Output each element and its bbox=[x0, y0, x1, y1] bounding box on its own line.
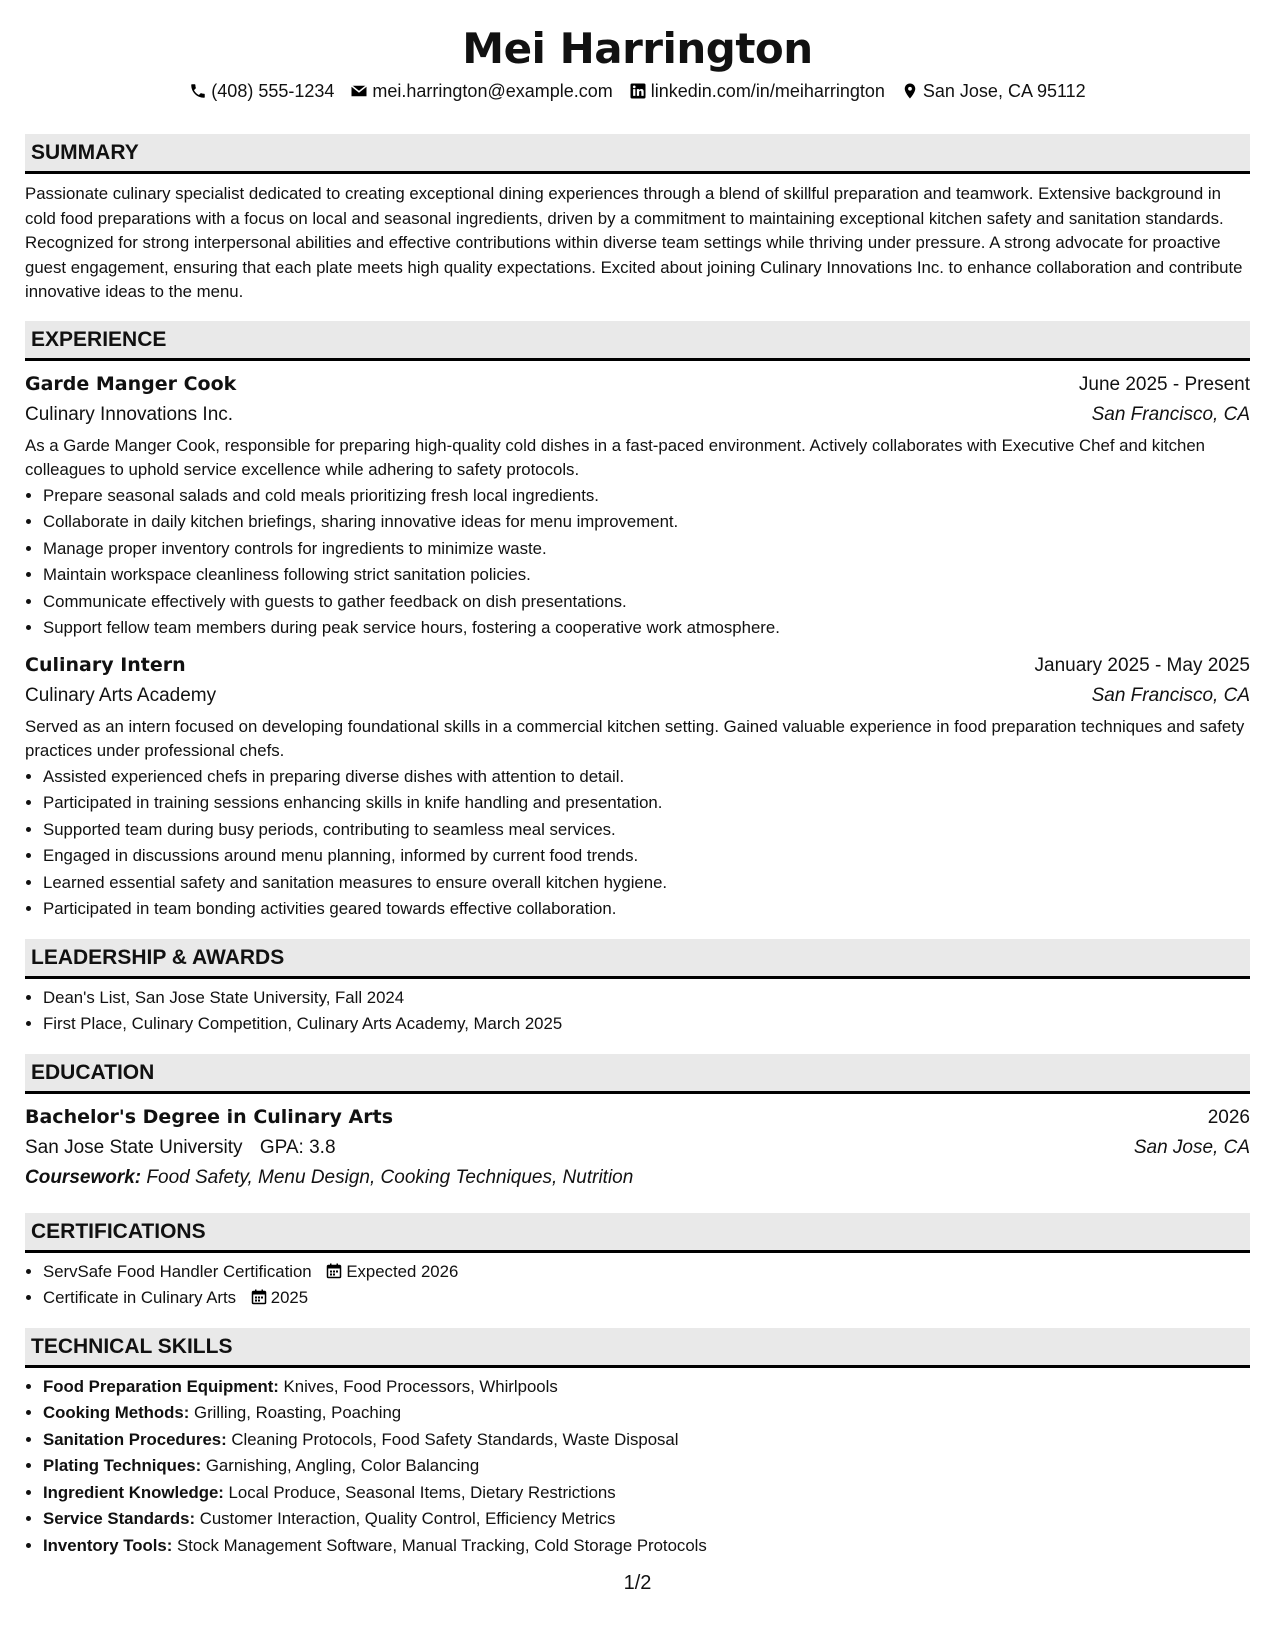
section-header-skills: TECHNICAL SKILLS bbox=[25, 1328, 1250, 1368]
contact-location bbox=[901, 81, 1086, 102]
list-item bbox=[43, 1506, 1250, 1533]
skill-label: Plating Techniques: bbox=[43, 1456, 202, 1475]
school-location: San Jose, CA bbox=[1133, 1136, 1250, 1158]
envelope-icon bbox=[350, 82, 368, 100]
page-number: 1/2 bbox=[623, 1572, 652, 1594]
list-item: • Prepare seasonal salads and cold meals prioritizing fresh local ingredients. bbox=[43, 483, 1250, 510]
list-item bbox=[43, 1374, 1250, 1401]
gpa: GPA: 3.8 bbox=[259, 1136, 336, 1158]
certifications-list bbox=[25, 1259, 1250, 1312]
job-dates: June 2025 - Present bbox=[1078, 373, 1250, 395]
job-dates: January 2025 - May 2025 bbox=[1034, 654, 1250, 676]
map-pin-icon bbox=[901, 82, 919, 100]
section-header-education: EDUCATION bbox=[25, 1054, 1250, 1094]
calendar-icon bbox=[326, 1263, 342, 1279]
job-bullets bbox=[25, 483, 1250, 642]
job-organization: Culinary Innovations Inc. bbox=[25, 403, 234, 425]
section-header-summary: SUMMARY bbox=[25, 134, 1250, 174]
list-item: • Dean's List, San Jose State University, Fall 2024 bbox=[43, 985, 1250, 1012]
list-item: • Assisted experienced chefs in preparing diverse dishes with attention to detail. bbox=[43, 764, 1250, 791]
section-header-certifications: CERTIFICATIONS bbox=[25, 1213, 1250, 1253]
list-item: • Support fellow team members during peak service hours, fostering a cooperative work atmosphere. bbox=[43, 615, 1250, 642]
location-text: San Jose, CA 95112 bbox=[922, 80, 1086, 101]
job-description: Served as an intern focused on developing foundational skills in a commercial kitchen setting. Gained valuable experience in food preparation techniques and safety practices under professional chefs. bbox=[25, 716, 1245, 760]
certification-date: 2025 bbox=[270, 1288, 309, 1307]
certification-name: ServSafe Food Handler Certification bbox=[43, 1261, 312, 1281]
skill-label: Cooking Methods: bbox=[43, 1403, 190, 1422]
list-item: • Manage proper inventory controls for ingredients to minimize waste. bbox=[43, 536, 1250, 563]
list-item: • Participated in training sessions enhancing skills in knife handling and presentation. bbox=[43, 790, 1250, 817]
list-item bbox=[43, 1533, 1250, 1560]
degree-title: Bachelor's Degree in Culinary Arts bbox=[25, 1105, 394, 1128]
job-description: As a Garde Manger Cook, responsible for preparing high-quality cold dishes in a fast-paced environment. Actively collaborates with Executive Chef and kitchen colleagues to uphold service excellence while adhering to safety protocols. bbox=[25, 435, 1205, 479]
linkedin-icon bbox=[629, 82, 647, 100]
job-entry bbox=[25, 650, 1250, 923]
school-line bbox=[25, 1133, 336, 1163]
section-header-awards: LEADERSHIP & AWARDS bbox=[25, 939, 1250, 979]
job-title: Garde Manger Cook bbox=[25, 372, 237, 395]
list-item bbox=[43, 1285, 1250, 1312]
contact-email[interactable] bbox=[350, 81, 612, 102]
skill-value: Cleaning Protocols, Food Safety Standards, Waste Disposal bbox=[231, 1429, 679, 1449]
skill-label: Inventory Tools: bbox=[43, 1535, 173, 1555]
email-link[interactable]: mei.harrington@example.com bbox=[372, 80, 613, 101]
candidate-name: Mei Harrington bbox=[462, 24, 813, 73]
list-item: • Supported team during busy periods, contributing to seamless meal services. bbox=[43, 817, 1250, 844]
list-item: • Participated in team bonding activities geared towards effective collaboration. bbox=[43, 896, 1250, 923]
contact-bar bbox=[25, 78, 1250, 104]
list-item bbox=[43, 1427, 1250, 1454]
phone-text: (408) 555-1234 bbox=[211, 80, 335, 101]
section-header-experience: EXPERIENCE bbox=[25, 321, 1250, 361]
skill-label: Ingredient Knowledge: bbox=[43, 1482, 224, 1502]
job-organization: Culinary Arts Academy bbox=[25, 684, 217, 706]
coursework-line bbox=[25, 1163, 1250, 1193]
certification-date: Expected 2026 bbox=[346, 1261, 459, 1281]
list-item: • Communicate effectively with guests to gather feedback on dish presentations. bbox=[43, 589, 1250, 616]
list-item: • Learned essential safety and sanitation measures to ensure overall kitchen hygiene. bbox=[43, 870, 1250, 897]
list-item: • First Place, Culinary Competition, Culinary Arts Academy, March 2025 bbox=[43, 1011, 1250, 1038]
list-item bbox=[43, 1400, 1250, 1427]
skill-label: Sanitation Procedures: bbox=[43, 1429, 227, 1449]
skill-value: Knives, Food Processors, Whirlpools bbox=[283, 1376, 558, 1396]
skill-label: Service Standards: bbox=[43, 1509, 196, 1528]
resume-page bbox=[25, 0, 1250, 1559]
list-item: • Collaborate in daily kitchen briefings, sharing innovative ideas for menu improvement. bbox=[43, 509, 1250, 536]
skill-value: Customer Interaction, Quality Control, Efficiency Metrics bbox=[199, 1509, 616, 1528]
calendar-icon bbox=[251, 1289, 267, 1305]
certification-name: Certificate in Culinary Arts bbox=[43, 1288, 237, 1307]
contact-linkedin[interactable] bbox=[629, 81, 885, 102]
graduation-year: 2026 bbox=[1207, 1106, 1250, 1128]
skill-value: Garnishing, Angling, Color Balancing bbox=[205, 1456, 480, 1475]
skill-value: Local Produce, Seasonal Items, Dietary Restrictions bbox=[228, 1482, 616, 1502]
contact-phone bbox=[189, 81, 334, 102]
list-item: • Maintain workspace cleanliness following strict sanitation policies. bbox=[43, 562, 1250, 589]
awards-list bbox=[25, 985, 1250, 1038]
skills-list bbox=[25, 1374, 1250, 1560]
job-entry bbox=[25, 369, 1250, 642]
coursework-list: Food Safety, Menu Design, Cooking Techniques, Nutrition bbox=[146, 1166, 634, 1188]
job-location: San Francisco, CA bbox=[1091, 403, 1250, 425]
list-item bbox=[43, 1453, 1250, 1480]
list-item bbox=[43, 1480, 1250, 1507]
list-item bbox=[43, 1259, 1250, 1286]
skill-label: Food Preparation Equipment: bbox=[43, 1376, 279, 1396]
job-bullets bbox=[25, 764, 1250, 923]
list-item: • Engaged in discussions around menu planning, informed by current food trends. bbox=[43, 843, 1250, 870]
skill-value: Grilling, Roasting, Poaching bbox=[194, 1403, 402, 1422]
coursework-label: Coursework: bbox=[25, 1166, 142, 1188]
phone-icon bbox=[189, 82, 207, 100]
job-title: Culinary Intern bbox=[25, 653, 186, 676]
job-location: San Francisco, CA bbox=[1091, 684, 1250, 706]
summary-text: Passionate culinary specialist dedicated to creating exceptional dining experiences through a blend of skillful preparation and teamwork. Extensive background in cold food preparations with a focus on local and seasonal ingredients, driven by a commitment to maintaining exceptional kitchen safety and sanitation standards. Recognized for strong interpersonal abilities and effective contributions within diverse team settings while thriving under pressure. A strong advocate for proactive guest engagement, ensuring that each plate meets high quality expectations. Excited about joining Culinary Innovations Inc. to enhance collaboration and contribute innovative ideas to the menu. bbox=[25, 184, 1243, 301]
school-name: San Jose State University bbox=[25, 1136, 243, 1158]
education-entry bbox=[25, 1102, 1250, 1193]
linkedin-link[interactable]: linkedin.com/in/meiharrington bbox=[650, 80, 885, 101]
skill-value: Stock Management Software, Manual Tracking, Cold Storage Protocols bbox=[176, 1535, 707, 1555]
